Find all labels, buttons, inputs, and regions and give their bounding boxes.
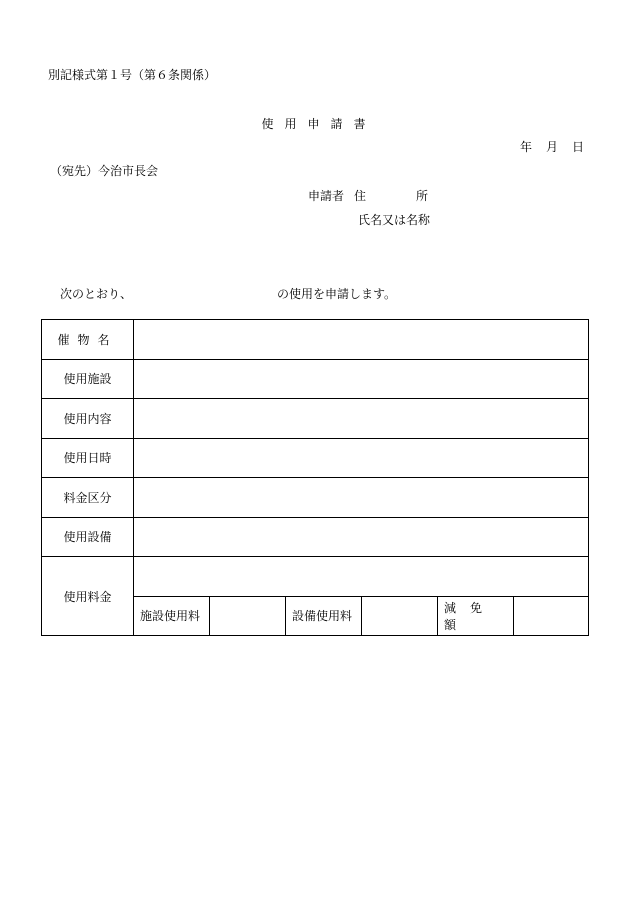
facility-fee-field[interactable] bbox=[210, 596, 286, 636]
table-row bbox=[42, 478, 589, 518]
usage-fee-total-field[interactable] bbox=[134, 557, 589, 597]
facility-fee-label: 施設使用料 bbox=[134, 596, 210, 636]
applicant-label: 申請者 bbox=[308, 189, 345, 203]
event-name-field[interactable] bbox=[134, 320, 589, 360]
application-table bbox=[41, 319, 589, 636]
table-row bbox=[42, 399, 589, 439]
address-label-2: 所 bbox=[416, 189, 429, 203]
table-row bbox=[42, 557, 589, 597]
fee-category-field[interactable] bbox=[134, 478, 589, 518]
date-line bbox=[520, 140, 584, 154]
equipment-field[interactable] bbox=[134, 517, 589, 557]
usage-content-field[interactable] bbox=[134, 399, 589, 439]
addressee: （宛先）今治市長会 bbox=[50, 164, 159, 178]
table-row bbox=[42, 320, 589, 360]
request-suffix: の使用を申請します。 bbox=[277, 287, 397, 301]
date-month: 月 bbox=[546, 140, 559, 154]
usage-datetime-label: 使用日時 bbox=[42, 438, 134, 478]
table-row bbox=[42, 517, 589, 557]
applicant-name-label: 氏名又は名称 bbox=[358, 213, 431, 227]
reduction-field[interactable] bbox=[514, 596, 589, 636]
equipment-fee-field[interactable] bbox=[362, 596, 438, 636]
facility-label: 使用施設 bbox=[42, 359, 134, 399]
usage-datetime-field[interactable] bbox=[134, 438, 589, 478]
usage-fee-label: 使用料金 bbox=[42, 557, 134, 636]
date-day: 日 bbox=[572, 140, 585, 154]
applicant-address-row bbox=[308, 189, 428, 203]
request-sentence bbox=[60, 287, 396, 301]
address-label-1: 住 bbox=[354, 189, 367, 203]
form-number-label: 別記様式第１号（第６条関係） bbox=[48, 68, 217, 82]
request-prefix: 次のとおり、 bbox=[60, 287, 133, 301]
event-name-label: 催物名 bbox=[42, 320, 134, 360]
equipment-label: 使用設備 bbox=[42, 517, 134, 557]
reduction-label: 減免額 bbox=[438, 596, 514, 636]
usage-content-label: 使用内容 bbox=[42, 399, 134, 439]
facility-field[interactable] bbox=[134, 359, 589, 399]
equipment-fee-label: 設備使用料 bbox=[286, 596, 362, 636]
fee-category-label: 料金区分 bbox=[42, 478, 134, 518]
table-row bbox=[42, 359, 589, 399]
date-year: 年 bbox=[520, 140, 533, 154]
document-title: 使用申請書 bbox=[261, 117, 377, 131]
table-row bbox=[42, 438, 589, 478]
